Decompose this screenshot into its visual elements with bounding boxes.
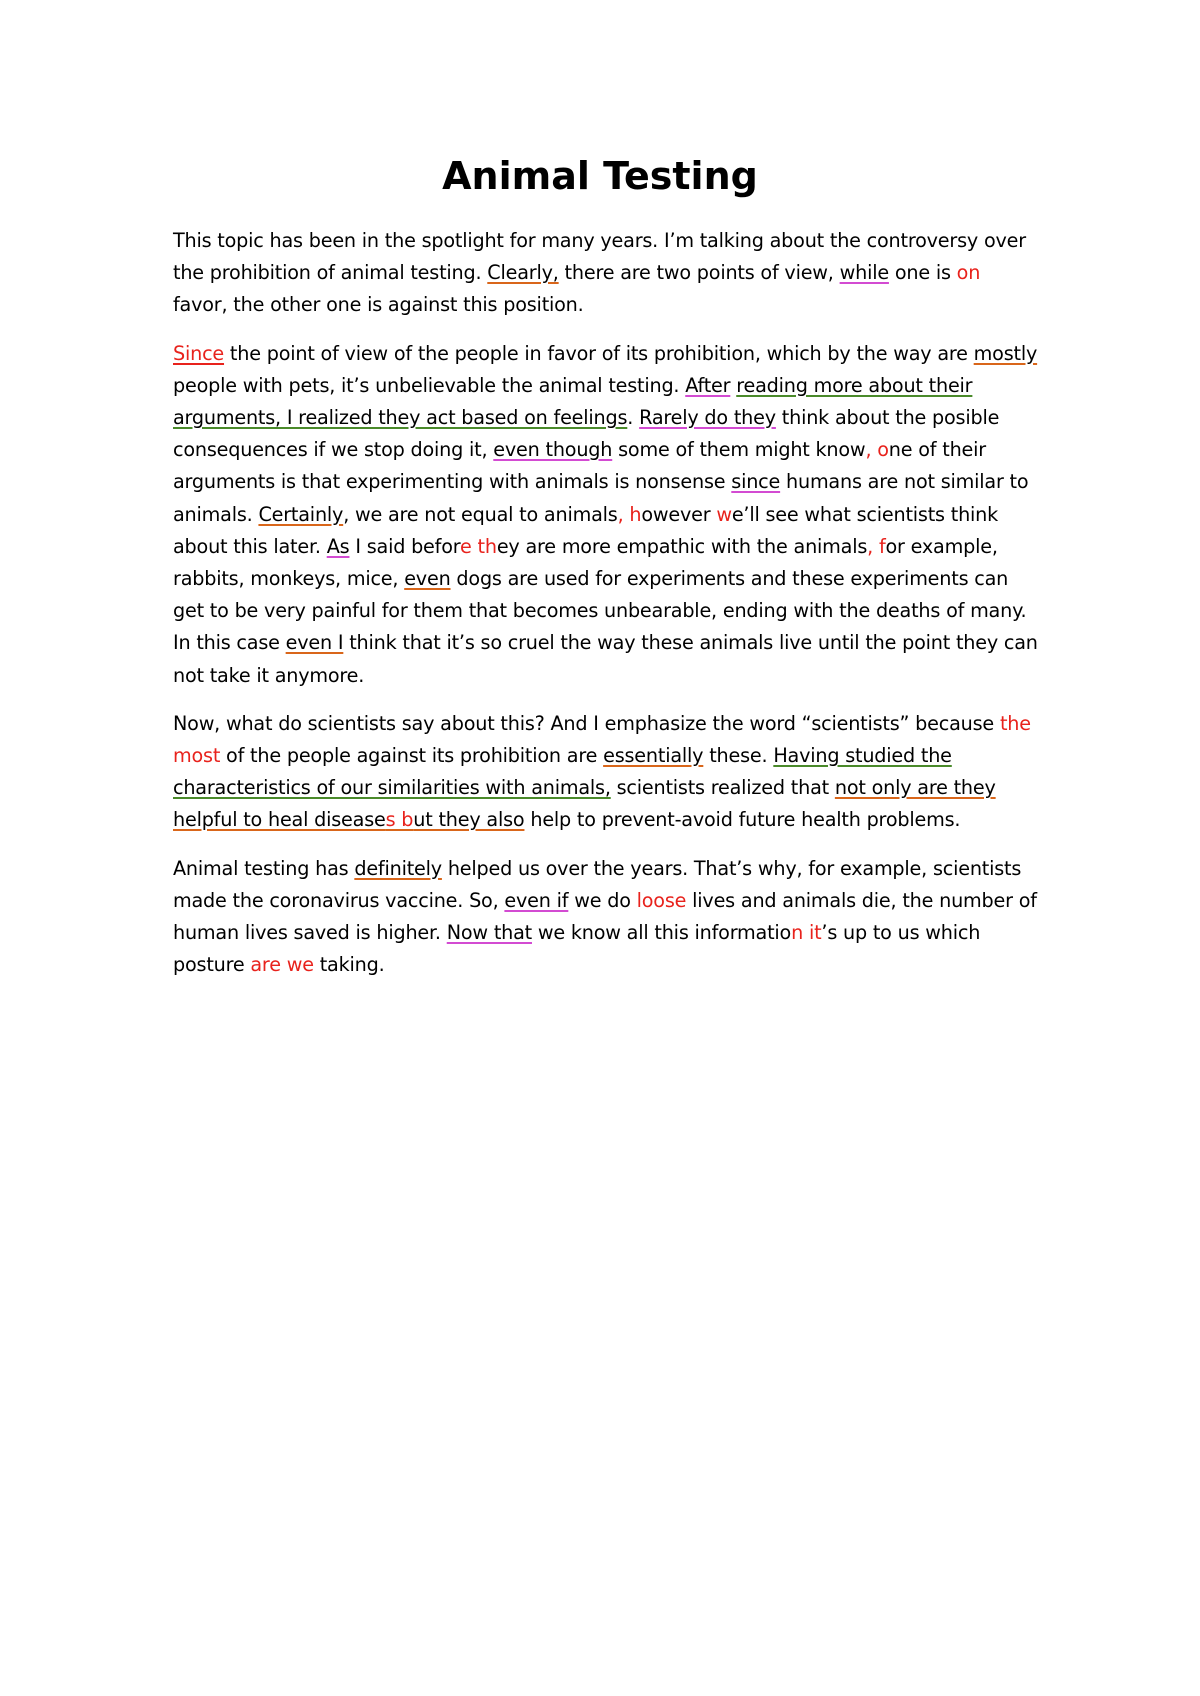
underlined-run: After xyxy=(685,373,731,397)
correction-run: w xyxy=(710,502,732,526)
correction-run: loose xyxy=(636,888,687,912)
paragraph xyxy=(173,225,1039,322)
correction-run: e th xyxy=(460,534,497,558)
underlined-run: even though xyxy=(493,438,613,462)
underlined-run: Certainly xyxy=(258,502,344,526)
text-run: these. xyxy=(703,744,774,768)
underlined-run: Rarely do they xyxy=(639,406,776,430)
text-run: the point of view of the people in favor of its prohibition, which by the way are xyxy=(224,341,974,365)
underlined-run: ut they also xyxy=(413,808,525,832)
underlined-run: essentially xyxy=(603,744,704,768)
text-run: we do xyxy=(568,888,637,912)
text-run: Now, what do scientists say about this? And I emphasize the word “scientists” because xyxy=(173,711,1000,735)
correction-run: on xyxy=(956,261,981,285)
correction-run: , o xyxy=(865,438,889,462)
correction-run: , h xyxy=(617,502,642,526)
text-run: . xyxy=(627,406,640,430)
text-run: This topic has been in the spotlight for many years. I’m talking about the controversy over the prohibition of animal testing. xyxy=(173,229,1026,285)
text-run: one is xyxy=(888,261,957,285)
text-run: taking. xyxy=(313,953,385,977)
text-run: think that it’s so cruel the way these animals live until the point they can not take it anymore. xyxy=(173,631,1038,687)
paragraph xyxy=(173,338,1039,692)
text-run: e’ll see what scientists think about this later. xyxy=(173,502,999,558)
text-run: owever xyxy=(641,502,711,526)
correction-run: the most xyxy=(173,711,1031,768)
text-run: some of them might know xyxy=(612,438,866,462)
text-run: people with pets, it’s unbelievable the animal testing. xyxy=(173,373,686,397)
underlined-run: definitely xyxy=(354,856,442,880)
text-run: ’s up to us which posture xyxy=(173,921,981,977)
text-run: I said befor xyxy=(349,534,461,558)
document-title: Animal Testing xyxy=(442,154,758,198)
text-run: helped us over the years. That’s why, for example, scientists made the coronavirus vaccine. So, xyxy=(173,856,1022,912)
underlined-run: even I xyxy=(285,631,344,655)
correction-run: n it xyxy=(791,921,822,945)
text-run: ne of their arguments is that experimenting with animals is nonsense xyxy=(173,438,986,494)
underlined-correction-run: s b xyxy=(385,808,414,832)
text-run: , we are not equal to animals xyxy=(343,502,618,526)
correction-run: , f xyxy=(867,534,886,558)
underlined-run: not only are they helpful to heal disease xyxy=(173,776,996,832)
underlined-run: mostly xyxy=(973,341,1038,365)
text-run: think about the posible consequences if we stop doing it, xyxy=(173,406,1000,462)
underlined-run: reading more about their arguments, I realized they act based on feelings xyxy=(173,373,973,430)
text-run: we know all this informatio xyxy=(531,921,792,945)
text-run: scientists realized that xyxy=(610,776,835,800)
text-run: humans are not similar to animals. xyxy=(173,470,1029,526)
underlined-run: even xyxy=(404,567,451,591)
text-run: lives and animals die, the number of human lives saved is higher. xyxy=(173,888,1037,945)
paragraph xyxy=(173,853,1039,982)
text-run: dogs are used for experiments and these experiments can get to be very painful for them that becomes unbearable, ending with the deaths of many. In this case xyxy=(173,567,1027,655)
underlined-correction-run: Since xyxy=(173,341,225,365)
text-run: favor, the other one is against this position. xyxy=(173,293,584,317)
text-run: or example, rabbits, monkeys, mice, xyxy=(173,534,998,591)
underlined-run: even if xyxy=(504,888,569,912)
underlined-run: Having studied the characteristics of our similarities with animals, xyxy=(173,744,952,800)
text-run: of the people against its prohibition are xyxy=(220,744,604,768)
text-run: help to prevent-avoid future health problems. xyxy=(524,808,961,832)
text-run: Animal testing has xyxy=(173,856,355,880)
paragraph xyxy=(173,708,1039,837)
text-run: ey are more empathic with the animals xyxy=(496,534,868,558)
correction-run: are we xyxy=(250,953,314,977)
underlined-run: since xyxy=(731,470,781,494)
underlined-run: Clearly, xyxy=(487,261,559,285)
underlined-run: Now that xyxy=(446,921,532,945)
underlined-run: As xyxy=(326,534,350,558)
document-body xyxy=(173,225,1039,997)
text-run: there are two points of view, xyxy=(558,261,840,285)
underlined-run: while xyxy=(839,261,889,285)
